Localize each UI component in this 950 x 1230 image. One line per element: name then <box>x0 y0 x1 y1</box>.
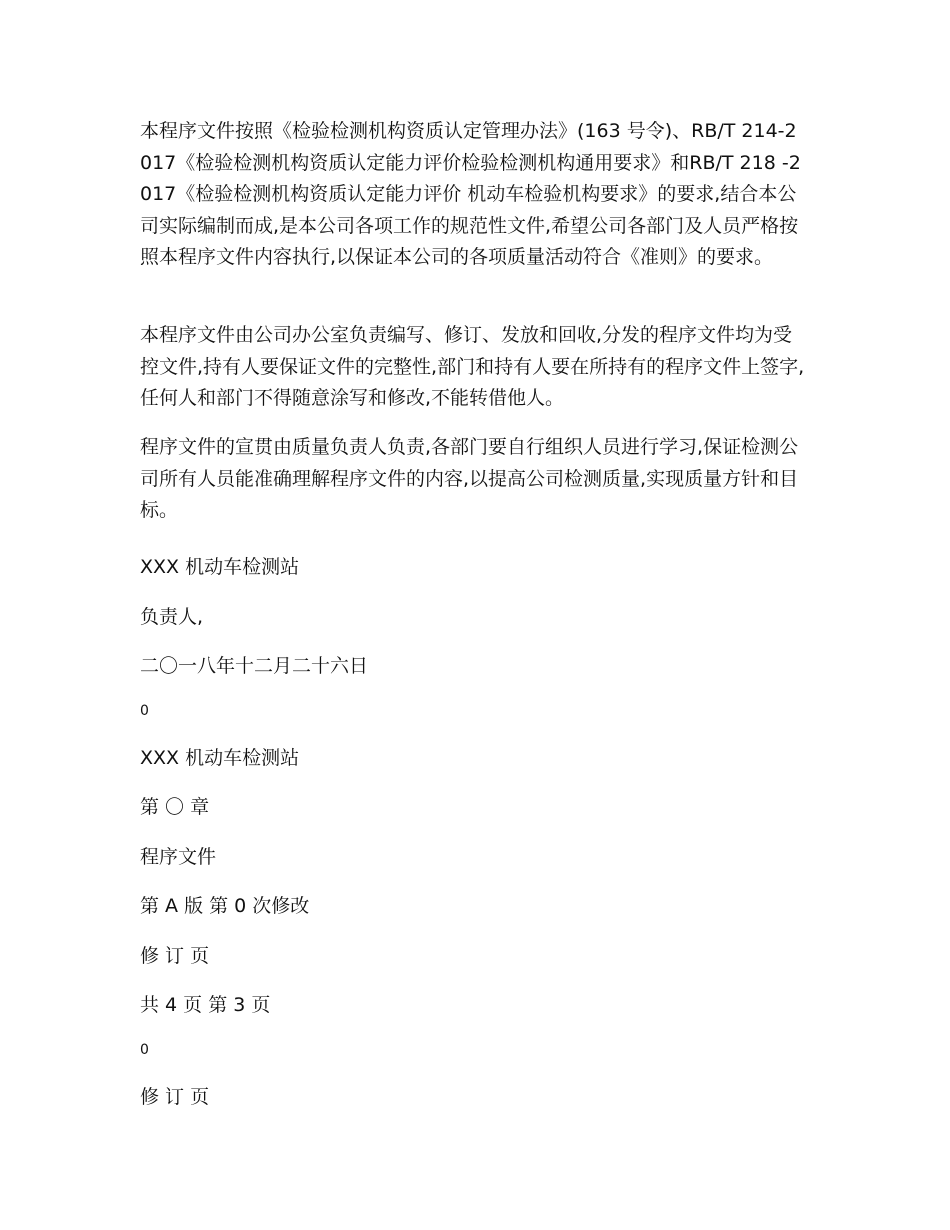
signature-date: 二〇一八年十二月二十六日 <box>140 655 369 677</box>
header-chapter: 第 〇 章 <box>140 796 210 818</box>
paragraph-intro: 本程序文件按照《检验检测机构资质认定管理办法》(163 号令)、RB/T 214-2017《检验检测机构资质认定能力评价检验检测机构通用要求》和RB/T 218 -2017《检验检测机构资质认定能力评价 机动车检验机构要求》的要求,结合本公司实际编制而成,是本公司各项工作的规范性文件,希望公司各部门及人员严格按照本程序文件内容执行,以保证本公司的各项质量活动符合《准则》的要求。 <box>140 120 801 268</box>
header-section: 修 订 页 <box>140 945 210 967</box>
header-edition: 第 A 版 第 0 次修改 <box>140 895 310 917</box>
signature-org: XXX 机动车检测站 <box>140 556 300 578</box>
paragraph-control: 本程序文件由公司办公室负责编写、修订、发放和回收,分发的程序文件均为受控文件,持有人要保证文件的完整性,部门和持有人要在所持有的程序文件上签字,任何人和部门不得随意涂写和修改,不能转借他人。 <box>140 324 805 409</box>
header-page-info: 共 4 页 第 3 页 <box>140 994 271 1016</box>
paragraph-training: 程序文件的宣贯由质量负责人负责,各部门要自行组织人员进行学习,保证检测公司所有人员能准确理解程序文件的内容,以提高公司检测质量,实现质量方针和目标。 <box>140 436 799 521</box>
page-marker-second: 0 <box>140 1042 149 1058</box>
header-title: 程序文件 <box>140 846 217 868</box>
footer-section-title: 修 订 页 <box>140 1086 210 1108</box>
header-org: XXX 机动车检测站 <box>140 747 300 769</box>
page-marker: 0 <box>140 703 149 719</box>
signature-responsible: 负责人, <box>140 606 204 628</box>
